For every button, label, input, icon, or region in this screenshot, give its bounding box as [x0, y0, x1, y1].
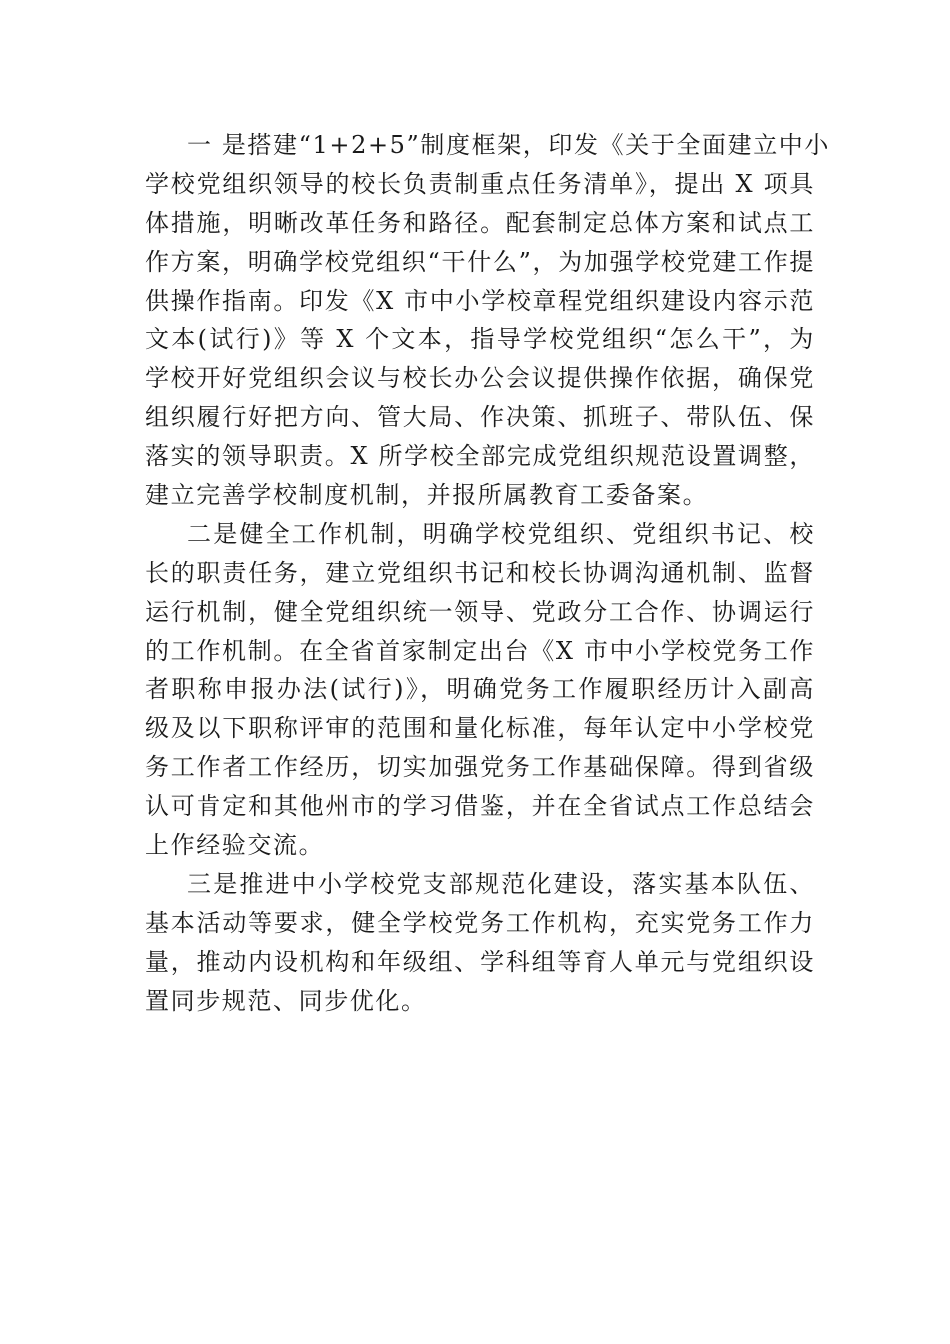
text-line: 运行机制，健全党组织统一领导、党政分工合作、协调运行 — [145, 597, 815, 626]
paragraph-1 — [145, 126, 830, 515]
text-line: 长的职责任务，建立党组织书记和校长协调沟通机制、监督 — [145, 558, 815, 587]
text-line: 三是推进中小学校党支部规范化建设，落实基本队伍、 — [187, 869, 815, 898]
text-line: 认可肯定和其他州市的学习借鉴，并在全省试点工作总结会 — [145, 792, 815, 821]
text-line: 二是健全工作机制，明确学校党组织、党组织书记、校 — [187, 519, 815, 548]
text-line: 量，推动内设机构和年级组、学科组等育人单元与党组织设 — [145, 947, 815, 976]
text-line: 学校开好党组织会议与校长办公会议提供操作依据，确保党 — [145, 364, 815, 393]
text-line: 供操作指南。印发《X 市中小学校章程党组织建设内容示范 — [145, 286, 815, 315]
text-line: 上作经验交流。 — [145, 831, 325, 860]
paragraph-2 — [145, 515, 815, 865]
text-line: 组织履行好把方向、管大局、作决策、抓班子、带队伍、保 — [145, 403, 815, 432]
text-line: 者职称申报办法(试行)》，明确党务工作履职经历计入副高 — [145, 675, 815, 704]
text-line: 基本活动等要求，健全学校党务工作机构，充实党务工作力 — [145, 908, 815, 937]
text-line: 文本(试行)》等 X 个文本，指导学校党组织“怎么干”，为 — [145, 325, 815, 354]
text-line: 一 是搭建“1+2+5”制度框架，印发《关于全面建立中小 — [187, 131, 830, 159]
text-line: 作方案，明确学校党组织“干什么”，为加强学校党建工作提 — [145, 247, 815, 276]
text-line: 体措施，明晰改革任务和路径。配套制定总体方案和试点工 — [145, 208, 815, 237]
text-line: 落实的领导职责。X 所学校全部完成党组织规范设置调整， — [145, 442, 815, 471]
text-line: 级及以下职称评审的范围和量化标准，每年认定中小学校党 — [145, 714, 815, 743]
text-line: 学校党组织领导的校长负责制重点任务清单》，提出 X 项具 — [145, 169, 815, 198]
document-body — [145, 126, 830, 1020]
text-line: 置同步规范、同步优化。 — [145, 986, 427, 1015]
text-line: 的工作机制。在全省首家制定出台《X 市中小学校党务工作 — [145, 636, 815, 665]
text-line: 务工作者工作经历，切实加强党务工作基础保障。得到省级 — [145, 753, 815, 782]
text-line: 建立完善学校制度机制，并报所属教育工委备案。 — [145, 481, 709, 510]
paragraph-3 — [145, 865, 815, 1021]
